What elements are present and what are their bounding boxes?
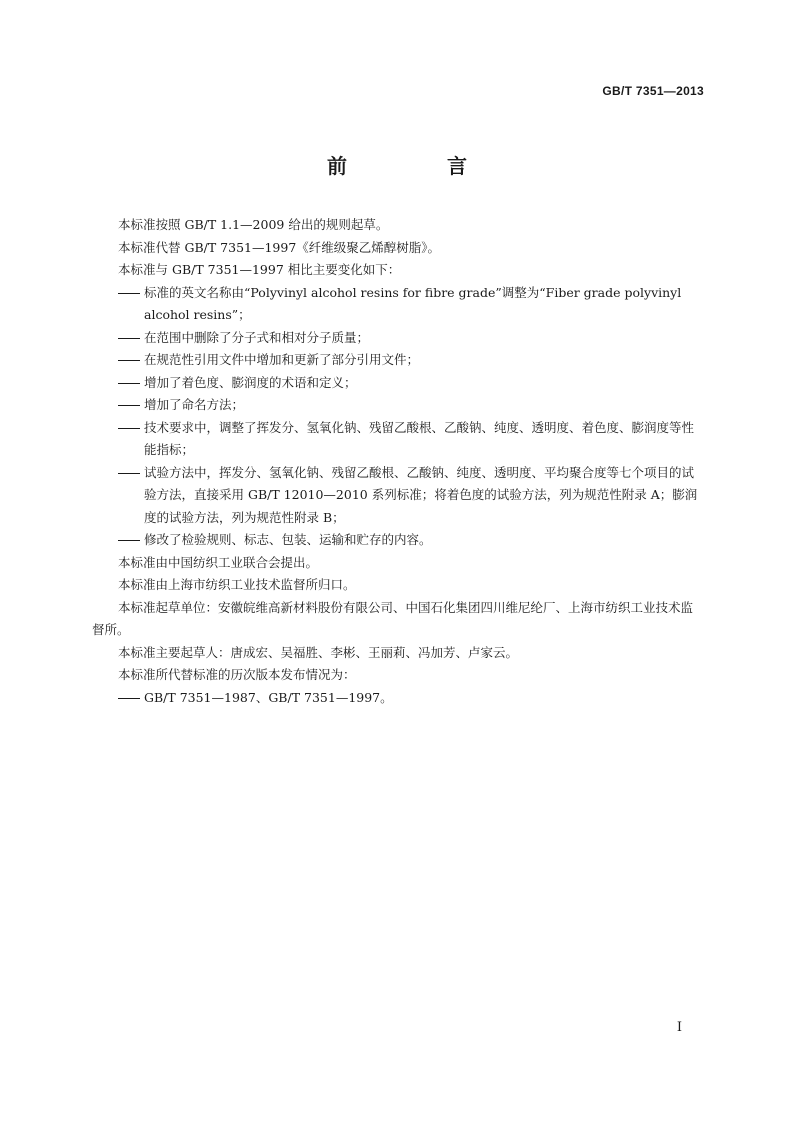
change-item-text: 在规范性引用文件中增加和更新了部分引用文件； — [144, 352, 420, 367]
change-item — [92, 349, 704, 372]
dash-marker — [118, 687, 144, 710]
paragraph: 本标准起草单位：安徽皖维高新材料股份有限公司、中国石化集团四川维尼纶厂、上海市纺织工业技术监督所。 — [92, 599, 694, 637]
version-item-text: GB/T 7351—1987、GB/T 7351—1997。 — [144, 689, 393, 705]
page-title: 前 言 — [327, 154, 507, 178]
change-item-text: 增加了命名方法； — [144, 397, 245, 412]
change-item-text: 增加了着色度、膨润度的术语和定义； — [144, 374, 357, 390]
change-item — [92, 462, 704, 530]
dash-marker — [118, 372, 144, 395]
change-item-text: 试验方法中，挥发分、氢氧化钠、残留乙酸根、乙酸钠、纯度、透明度、平均聚合度等七个项目的试验方法，直接采用 GB/T 12010—2010 系列标准；将着色度的试验方法，列为规范性附录 A；膨润度的试验方法，列为规范性附录 B； — [144, 464, 698, 525]
paragraph: 本标准按照 GB/T 1.1—2009 给出的规则起草。 — [118, 217, 389, 232]
change-item-text: 修改了检验规则、标志、包装、运输和贮存的内容。 — [144, 532, 432, 547]
change-item — [92, 417, 704, 462]
dash-marker — [118, 327, 144, 350]
dash-marker — [118, 282, 144, 305]
paragraph: 本标准与 GB/T 7351—1997 相比主要变化如下： — [118, 262, 401, 277]
paragraph: 本标准由中国纺织工业联合会提出。 — [118, 554, 319, 570]
dash-marker — [118, 394, 144, 417]
change-item-text: 标准的英文名称由“Polyvinyl alcohol resins for fibre grade”调整为“Fiber grade polyvinyl alcohol resins”； — [144, 284, 682, 322]
change-item-text: 在范围中删除了分子式和相对分子质量； — [144, 329, 370, 345]
dash-marker — [118, 349, 144, 372]
change-item — [92, 394, 704, 417]
paragraph: 本标准代替 GB/T 7351—1997《纤维级聚乙烯醇树脂》。 — [118, 239, 441, 255]
dash-marker — [118, 462, 144, 485]
change-item — [92, 327, 704, 350]
version-item — [92, 687, 704, 710]
paragraph: 本标准所代替标准的历次版本发布情况为： — [118, 667, 356, 682]
paragraph: 本标准由上海市纺织工业技术监督所归口。 — [118, 577, 356, 592]
change-item — [92, 372, 704, 395]
change-item — [92, 282, 704, 327]
change-item — [92, 529, 704, 552]
page-number: I — [676, 1020, 682, 1035]
dash-marker — [118, 529, 144, 552]
foreword-body — [92, 214, 704, 709]
change-item-text: 技术要求中，调整了挥发分、氢氧化钠、残留乙酸根、乙酸钠、纯度、透明度、着色度、膨润度等性能指标； — [144, 419, 695, 457]
dash-marker — [118, 417, 144, 440]
standard-id: GB/T 7351—2013 — [602, 84, 704, 98]
paragraph: 本标准主要起草人：唐成宏、吴福胜、李彬、王丽莉、冯加芳、卢家云。 — [118, 644, 519, 660]
